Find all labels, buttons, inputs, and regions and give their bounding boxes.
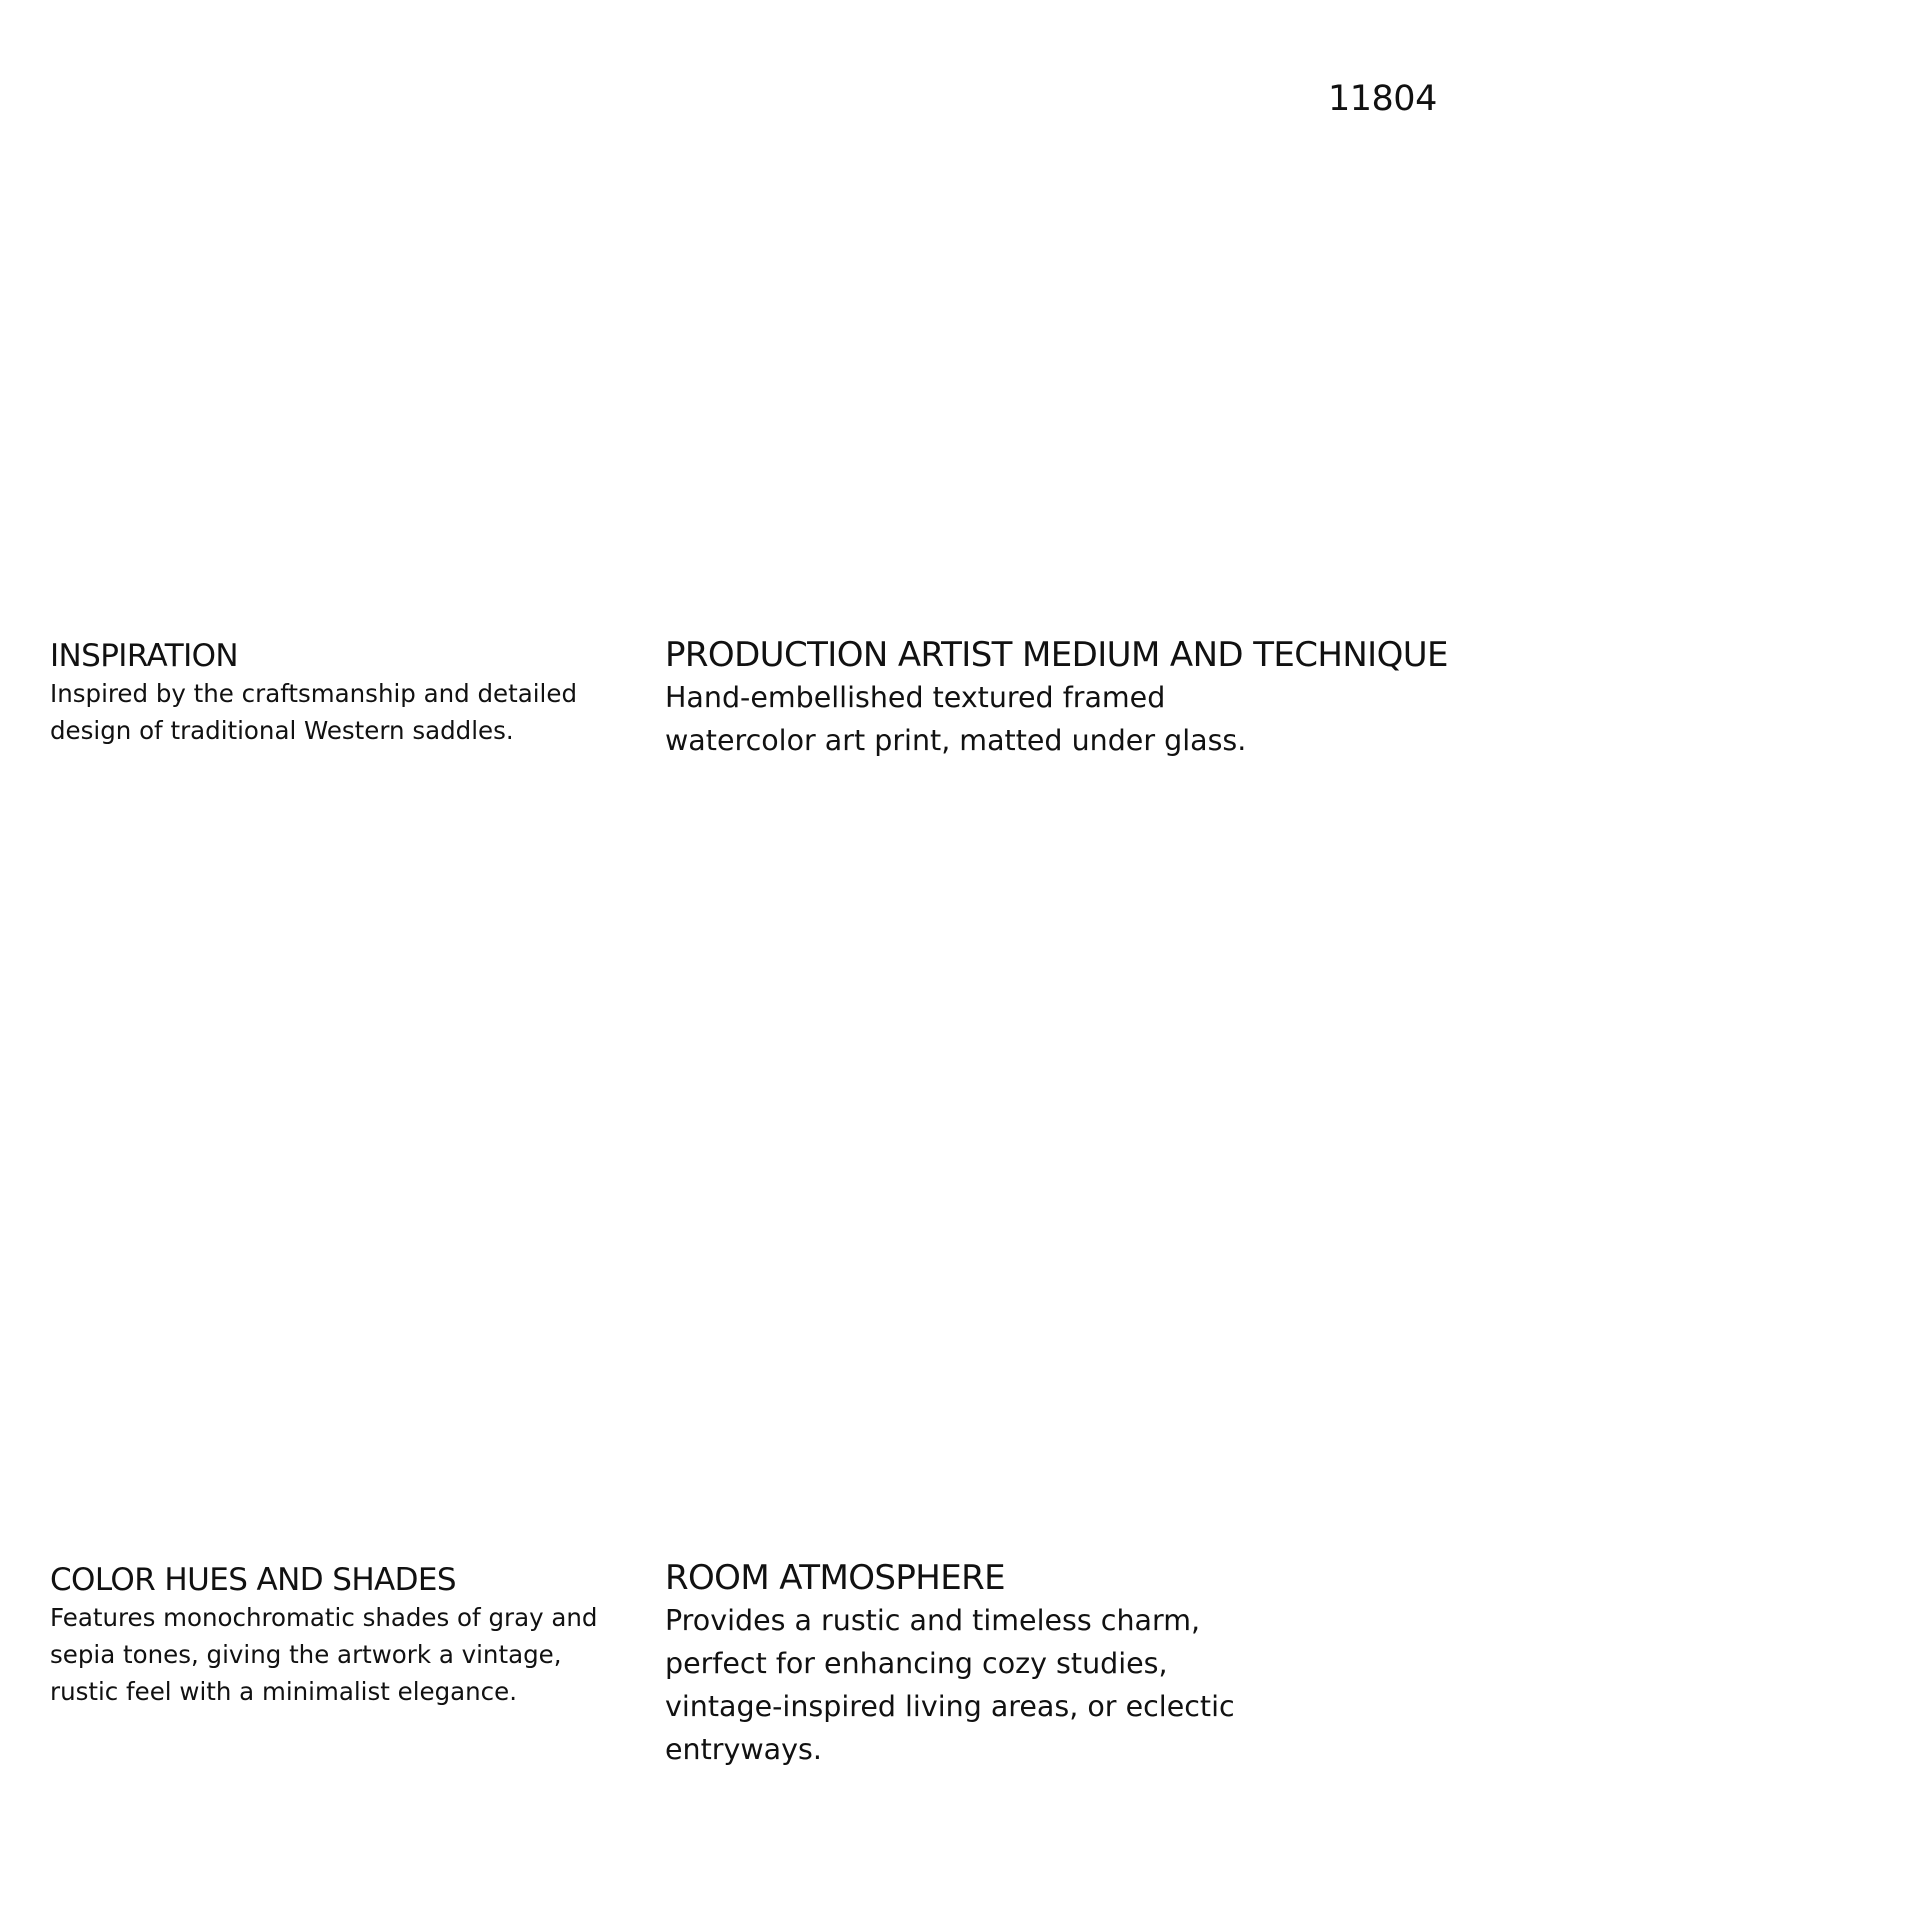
room-heading: ROOM ATMOSPHERE — [665, 1558, 1006, 1598]
inspiration-line: design of traditional Western saddles. — [50, 716, 514, 745]
inspiration-line: Inspired by the craftsmanship and detailed — [50, 679, 577, 708]
production-heading: PRODUCTION ARTIST MEDIUM AND TECHNIQUE — [665, 635, 1448, 675]
color-line: sepia tones, giving the artwork a vintage, — [50, 1640, 562, 1669]
room-line: entryways. — [665, 1733, 822, 1766]
room-section — [665, 1557, 1285, 1771]
production-line: watercolor art print, matted under glass. — [665, 724, 1247, 757]
color-line: Features monochromatic shades of gray and — [50, 1603, 598, 1632]
room-text — [665, 1599, 1285, 1771]
color-line: rustic feel with a minimalist elegance. — [50, 1677, 518, 1706]
production-section — [665, 634, 1625, 762]
inspiration-text — [50, 675, 630, 749]
production-text — [665, 676, 1625, 762]
room-line: perfect for enhancing cozy studies, — [665, 1647, 1168, 1680]
inspiration-heading: INSPIRATION — [50, 638, 238, 674]
inspiration-section — [50, 637, 630, 749]
room-line: vintage-inspired living areas, or eclectic — [665, 1690, 1235, 1723]
room-line: Provides a rustic and timeless charm, — [665, 1604, 1201, 1637]
production-line: Hand-embellished textured framed — [665, 681, 1166, 714]
color-section — [50, 1561, 630, 1710]
product-code: 11804 — [1328, 79, 1437, 119]
color-text — [50, 1599, 630, 1710]
color-heading: COLOR HUES AND SHADES — [50, 1562, 456, 1598]
